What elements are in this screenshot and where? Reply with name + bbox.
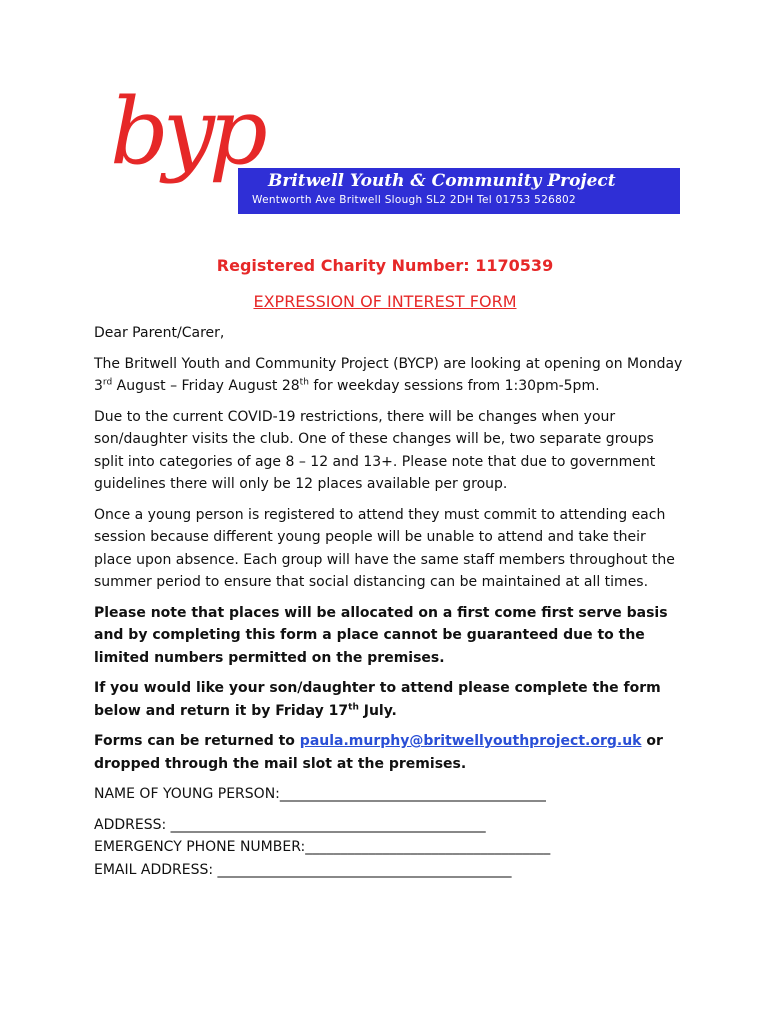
- paragraph-commitment: Once a young person is registered to attend they must commit to attending each session because different young people will be unable to attend and take their place upon absence. Each group will have the same staff members throughout the summer period to ensure that social distancing can be maintained at all times.: [94, 506, 675, 590]
- text: or dropped through the mail slot at the premises.: [94, 733, 663, 772]
- paragraph-opening-dates: [94, 353, 684, 398]
- text: July.: [358, 702, 397, 719]
- greeting: Dear Parent/Carer,: [94, 325, 225, 341]
- text: If you would like your son/daughter to attend please complete the form below and return it by Friday 17: [94, 680, 661, 719]
- charity-number: Registered Charity Number: 1170539: [216, 256, 554, 275]
- banner-title: Britwell Youth & Community Project: [268, 171, 616, 191]
- banner-address: Wentworth Ave Britwell Slough SL2 2DH Tel 01753 526802: [252, 194, 577, 206]
- paragraph-return-method: [94, 730, 684, 775]
- paragraph-covid: Due to the current COVID-19 restrictions, there will be changes when your son/daughter visits the club. One of these changes will be, two separate groups split into categories of age 8 – 12 and 13+. Please note that due to government guidelines there will only be 12 places available per group.: [94, 408, 656, 492]
- text: for weekday sessions from 1:30pm-5pm.: [308, 378, 600, 394]
- superscript: rd: [102, 377, 113, 388]
- field-young-person-name[interactable]: NAME OF YOUNG PERSON:______________________________________: [94, 786, 546, 802]
- form-title: EXPRESSION OF INTEREST FORM: [253, 292, 517, 311]
- byp-logo: [110, 78, 680, 220]
- field-address[interactable]: ADDRESS: _____________________________________________: [94, 816, 486, 833]
- superscript: th: [348, 701, 359, 712]
- logo-banner: [238, 168, 680, 214]
- letter-body: [94, 322, 684, 881]
- text: August – Friday August 28: [112, 378, 300, 394]
- field-email-address[interactable]: EMAIL ADDRESS: __________________________________________: [94, 861, 512, 878]
- text: Forms can be returned to: [94, 733, 300, 749]
- logo-mark: byp: [110, 78, 262, 185]
- email-link[interactable]: paula.murphy@britwellyouthproject.org.uk: [299, 733, 642, 749]
- paragraph-allocation: Please note that places will be allocated on a first come first serve basis and by completing this form a place cannot be guaranteed due to the limited numbers permitted on the premises.: [94, 604, 668, 666]
- paragraph-return-date: [94, 677, 684, 722]
- superscript: th: [299, 377, 309, 388]
- field-emergency-phone[interactable]: EMERGENCY PHONE NUMBER:___________________________________: [94, 839, 551, 855]
- text: The Britwell Youth and Community Project (BYCP) are looking at opening on Monday 3: [94, 355, 683, 394]
